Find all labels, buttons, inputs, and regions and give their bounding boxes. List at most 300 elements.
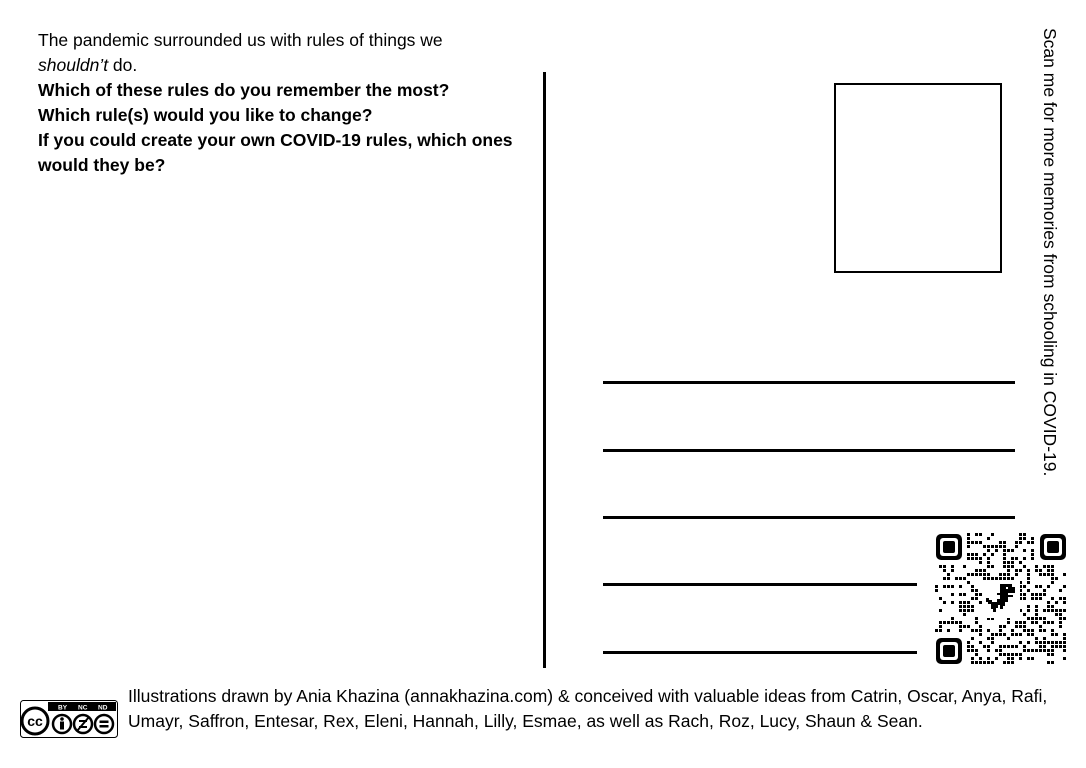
qr-module — [1027, 641, 1030, 644]
qr-module — [1003, 661, 1006, 664]
qr-module — [955, 577, 958, 580]
qr-module — [999, 625, 1002, 628]
qr-module — [1027, 581, 1030, 584]
qr-module — [959, 625, 962, 628]
qr-module — [1007, 561, 1010, 564]
qr-module — [1027, 657, 1030, 660]
qr-module — [967, 557, 970, 560]
qr-module — [1051, 641, 1054, 644]
qr-module — [951, 565, 954, 568]
qr-module — [1059, 641, 1062, 644]
qr-module — [1027, 609, 1030, 612]
qr-module — [1051, 629, 1054, 632]
qr-module — [1059, 617, 1062, 620]
qr-module — [1031, 633, 1034, 636]
qr-module — [1011, 645, 1014, 648]
qr-module — [1023, 533, 1026, 536]
qr-module — [971, 637, 974, 640]
qr-module — [979, 533, 982, 536]
qr-module — [1035, 565, 1038, 568]
qr-module — [975, 597, 978, 600]
qr-module — [943, 569, 946, 572]
qr-module — [987, 545, 990, 548]
qr-module — [971, 585, 974, 588]
qr-module — [967, 537, 970, 540]
qr-module — [1015, 569, 1018, 572]
footer — [0, 684, 1086, 768]
qr-module — [1007, 657, 1010, 660]
qr-module — [1059, 613, 1062, 616]
qr-module — [959, 585, 962, 588]
qr-module — [1023, 585, 1026, 588]
qr-module — [935, 589, 938, 592]
qr-module — [939, 609, 942, 612]
qr-module — [1059, 645, 1062, 648]
prompt-text — [38, 28, 518, 178]
qr-module — [1011, 577, 1014, 580]
qr-module — [1015, 625, 1018, 628]
qr-module — [1043, 629, 1046, 632]
qr-module — [1007, 621, 1010, 624]
qr-module — [1051, 573, 1054, 576]
qr-module — [1003, 645, 1006, 648]
qr-module — [1007, 577, 1010, 580]
qr-module — [1039, 645, 1042, 648]
qr-module — [1019, 641, 1022, 644]
qr-module — [1031, 657, 1034, 660]
qr-module — [1063, 585, 1066, 588]
qr-module — [1051, 581, 1054, 584]
qr-module — [979, 569, 982, 572]
qr-module — [1055, 645, 1058, 648]
qr-module — [1047, 601, 1050, 604]
qr-module — [971, 609, 974, 612]
question-3: If you could create your own COVID-19 rules, which ones would they be? — [38, 130, 513, 175]
qr-module — [1035, 617, 1038, 620]
qr-module — [1043, 621, 1046, 624]
qr-module — [1019, 537, 1022, 540]
qr-module — [1015, 545, 1018, 548]
qr-module — [975, 569, 978, 572]
qr-module — [987, 661, 990, 664]
qr-module — [991, 565, 994, 568]
svg-text:BY: BY — [58, 704, 68, 712]
qr-module — [987, 557, 990, 560]
qr-module — [955, 621, 958, 624]
qr-module — [995, 577, 998, 580]
qr-module — [1015, 573, 1018, 576]
qr-module — [939, 621, 942, 624]
qr-module — [1019, 625, 1022, 628]
address-line-1 — [603, 381, 1015, 384]
qr-module — [967, 605, 970, 608]
qr-module — [1035, 569, 1038, 572]
stamp-box — [834, 83, 1002, 273]
qr-module — [1043, 617, 1046, 620]
qr-module — [1051, 597, 1054, 600]
qr-module — [959, 601, 962, 604]
svg-text:NC: NC — [78, 704, 88, 712]
qr-module — [963, 577, 966, 580]
qr-module — [967, 649, 970, 652]
qr-module — [1051, 605, 1054, 608]
qr-module — [1043, 609, 1046, 612]
qr-module — [987, 573, 990, 576]
qr-module — [999, 633, 1002, 636]
qr-module — [1011, 561, 1014, 564]
qr-module — [939, 597, 942, 600]
qr-module — [1007, 573, 1010, 576]
qr-module — [1007, 569, 1010, 572]
qr-module — [1011, 557, 1014, 560]
qr-module — [1031, 557, 1034, 560]
qr-module — [1003, 561, 1006, 564]
qr-module — [1043, 573, 1046, 576]
scan-me-text: Scan me for more memories from schooling in COVID-19. — [1040, 28, 1060, 477]
qr-module — [1059, 609, 1062, 612]
qr-module — [999, 577, 1002, 580]
qr-module — [1015, 653, 1018, 656]
qr-code[interactable] — [934, 532, 1068, 666]
qr-module — [1019, 541, 1022, 544]
qr-module — [1007, 661, 1010, 664]
qr-module — [1003, 549, 1006, 552]
qr-module — [975, 593, 978, 596]
qr-module — [963, 565, 966, 568]
intro-line — [38, 28, 518, 78]
qr-module — [971, 541, 974, 544]
question-2: Which rule(s) would you like to change? — [38, 105, 373, 125]
qr-module — [971, 645, 974, 648]
qr-module — [1047, 573, 1050, 576]
qr-module — [1047, 621, 1050, 624]
qr-module — [967, 573, 970, 576]
qr-module — [1059, 625, 1062, 628]
qr-module — [1051, 577, 1054, 580]
dinosaur-icon — [982, 580, 1020, 618]
qr-module — [975, 589, 978, 592]
qr-module — [975, 553, 978, 556]
qr-module — [975, 533, 978, 536]
qr-module — [1035, 613, 1038, 616]
cc-by-nc-nd-license-icon[interactable] — [20, 700, 118, 738]
qr-module — [983, 569, 986, 572]
qr-module — [1031, 549, 1034, 552]
qr-module — [1039, 585, 1042, 588]
qr-module — [1039, 597, 1042, 600]
qr-module — [1063, 617, 1066, 620]
qr-finder-top-right — [1040, 534, 1066, 560]
qr-module — [1047, 649, 1050, 652]
qr-module — [1031, 629, 1034, 632]
qr-module — [1039, 629, 1042, 632]
credits-text: Illustrations drawn by Ania Khazina (annakhazina.com) & conceived with valuable ideas from Catrin, Oscar, Anya, Rafi, Umayr, Saffron, Entesar, Rex, Eleni, Hannah, Lilly, Esmae, as well as Rach, Roz, Lucy, Shaun & Sean. — [128, 686, 1048, 731]
qr-module — [991, 533, 994, 536]
qr-module — [967, 645, 970, 648]
qr-module — [967, 533, 970, 536]
qr-module — [975, 573, 978, 576]
qr-module — [935, 629, 938, 632]
qr-module — [1023, 613, 1026, 616]
qr-module — [963, 613, 966, 616]
qr-module — [975, 661, 978, 664]
qr-module — [999, 645, 1002, 648]
qr-module — [991, 633, 994, 636]
qr-module — [1063, 645, 1066, 648]
qr-module — [1019, 653, 1022, 656]
qr-module — [939, 629, 942, 632]
address-line-2 — [603, 449, 1015, 452]
qr-module — [1023, 649, 1026, 652]
qr-module — [1055, 613, 1058, 616]
qr-module — [935, 585, 938, 588]
qr-module — [1027, 605, 1030, 608]
qr-module — [1011, 653, 1014, 656]
qr-module — [1031, 553, 1034, 556]
qr-module — [1023, 625, 1026, 628]
qr-module — [979, 641, 982, 644]
qr-module — [951, 617, 954, 620]
qr-module — [1059, 597, 1062, 600]
qr-module — [939, 565, 942, 568]
qr-module — [1031, 617, 1034, 620]
qr-module — [1051, 653, 1054, 656]
qr-module — [963, 625, 966, 628]
qr-module — [999, 629, 1002, 632]
qr-module — [987, 577, 990, 580]
qr-module — [983, 661, 986, 664]
qr-module — [1031, 621, 1034, 624]
qr-module — [1047, 569, 1050, 572]
qr-module — [963, 601, 966, 604]
qr-module — [967, 553, 970, 556]
qr-module — [971, 553, 974, 556]
qr-module — [1015, 557, 1018, 560]
qr-module — [1035, 597, 1038, 600]
question-1: Which of these rules do you remember the most? — [38, 80, 450, 100]
qr-module — [979, 557, 982, 560]
address-line-4 — [603, 583, 917, 586]
qr-module — [995, 633, 998, 636]
qr-module — [1015, 645, 1018, 648]
qr-module — [1027, 629, 1030, 632]
qr-module — [967, 641, 970, 644]
qr-module — [1027, 649, 1030, 652]
qr-module — [947, 585, 950, 588]
qr-module — [1063, 597, 1066, 600]
qr-module — [1031, 541, 1034, 544]
qr-module — [1059, 621, 1062, 624]
qr-module — [1043, 637, 1046, 640]
qr-module — [1023, 593, 1026, 596]
qr-module — [1039, 649, 1042, 652]
qr-module — [967, 541, 970, 544]
qr-module — [1043, 645, 1046, 648]
qr-module — [991, 553, 994, 556]
qr-module — [987, 565, 990, 568]
qr-module — [991, 577, 994, 580]
qr-module — [979, 601, 982, 604]
qr-module — [1055, 609, 1058, 612]
qr-module — [1003, 653, 1006, 656]
qr-module — [1059, 589, 1062, 592]
qr-module — [1015, 541, 1018, 544]
qr-module — [951, 593, 954, 596]
qr-module — [979, 573, 982, 576]
qr-module — [943, 621, 946, 624]
qr-module — [1063, 633, 1066, 636]
qr-module — [1051, 569, 1054, 572]
qr-module — [1063, 637, 1066, 640]
qr-module — [1043, 649, 1046, 652]
qr-module — [943, 577, 946, 580]
qr-module — [1047, 661, 1050, 664]
qr-module — [991, 545, 994, 548]
qr-finder-bottom-left — [936, 638, 962, 664]
qr-module — [1051, 649, 1054, 652]
qr-module — [999, 541, 1002, 544]
qr-module — [1003, 625, 1006, 628]
qr-module — [1063, 573, 1066, 576]
qr-module — [987, 537, 990, 540]
qr-module — [959, 629, 962, 632]
qr-module — [1055, 577, 1058, 580]
qr-module — [995, 549, 998, 552]
qr-module — [1023, 557, 1026, 560]
qr-module — [975, 557, 978, 560]
qr-module — [967, 601, 970, 604]
qr-module — [991, 637, 994, 640]
qr-module — [951, 621, 954, 624]
qr-module — [963, 609, 966, 612]
qr-module — [975, 621, 978, 624]
qr-module — [1035, 605, 1038, 608]
qr-module — [1055, 641, 1058, 644]
qr-module — [1027, 633, 1030, 636]
qr-module — [971, 657, 974, 660]
qr-module — [1063, 649, 1066, 652]
qr-module — [979, 561, 982, 564]
qr-module — [1063, 641, 1066, 644]
qr-module — [1035, 649, 1038, 652]
qr-module — [999, 653, 1002, 656]
qr-module — [967, 609, 970, 612]
qr-module — [1031, 597, 1034, 600]
qr-module — [1039, 641, 1042, 644]
qr-module — [1019, 569, 1022, 572]
qr-module — [1003, 577, 1006, 580]
qr-module — [1039, 625, 1042, 628]
qr-module — [947, 629, 950, 632]
qr-module — [1047, 585, 1050, 588]
qr-module — [939, 625, 942, 628]
qr-module — [975, 649, 978, 652]
qr-module — [951, 585, 954, 588]
qr-module — [959, 593, 962, 596]
qr-module — [1039, 617, 1042, 620]
qr-module — [959, 577, 962, 580]
qr-module — [1019, 633, 1022, 636]
qr-module — [971, 629, 974, 632]
qr-module — [1035, 621, 1038, 624]
qr-module — [1027, 577, 1030, 580]
qr-module — [963, 593, 966, 596]
qr-module — [971, 661, 974, 664]
qr-module — [1063, 657, 1066, 660]
qr-module — [1003, 541, 1006, 544]
qr-module — [1047, 565, 1050, 568]
qr-module — [983, 577, 986, 580]
qr-module — [1031, 649, 1034, 652]
qr-module — [1011, 633, 1014, 636]
qr-module — [1015, 633, 1018, 636]
qr-module — [959, 609, 962, 612]
qr-module — [1003, 633, 1006, 636]
qr-module — [987, 561, 990, 564]
qr-module — [1019, 621, 1022, 624]
qr-module — [1011, 661, 1014, 664]
qr-module — [983, 645, 986, 648]
qr-module — [1035, 585, 1038, 588]
qr-module — [951, 569, 954, 572]
qr-module — [1007, 565, 1010, 568]
qr-module — [971, 597, 974, 600]
svg-text:ND: ND — [98, 704, 108, 712]
qr-module — [975, 629, 978, 632]
qr-module — [991, 641, 994, 644]
qr-module — [1055, 633, 1058, 636]
cc-badge-label: cc — [27, 713, 43, 729]
qr-module — [1047, 641, 1050, 644]
qr-module — [1011, 657, 1014, 660]
qr-module — [1007, 549, 1010, 552]
qr-module — [947, 621, 950, 624]
qr-module — [1051, 621, 1054, 624]
qr-module — [1015, 621, 1018, 624]
qr-module — [1047, 605, 1050, 608]
qr-module — [1035, 641, 1038, 644]
qr-module — [1051, 609, 1054, 612]
qr-module — [1051, 565, 1054, 568]
qr-module — [947, 577, 950, 580]
qr-module — [1043, 641, 1046, 644]
qr-module — [987, 629, 990, 632]
qr-module — [1039, 573, 1042, 576]
qr-module — [1023, 549, 1026, 552]
qr-module — [967, 545, 970, 548]
qr-module — [991, 661, 994, 664]
qr-module — [943, 565, 946, 568]
qr-module — [1003, 545, 1006, 548]
qr-module — [963, 605, 966, 608]
qr-module — [1043, 593, 1046, 596]
qr-module — [995, 649, 998, 652]
qr-module — [999, 545, 1002, 548]
qr-module — [1023, 629, 1026, 632]
address-line-5 — [603, 651, 917, 654]
qr-module — [1035, 637, 1038, 640]
qr-finder-top-left — [936, 534, 962, 560]
qr-module — [943, 585, 946, 588]
qr-module — [1023, 597, 1026, 600]
intro-text: The pandemic surrounded us with rules of things we — [38, 30, 443, 50]
qr-module — [1003, 565, 1006, 568]
qr-module — [959, 621, 962, 624]
qr-module — [1043, 565, 1046, 568]
qr-module — [1035, 609, 1038, 612]
qr-module — [987, 549, 990, 552]
qr-module — [1055, 601, 1058, 604]
